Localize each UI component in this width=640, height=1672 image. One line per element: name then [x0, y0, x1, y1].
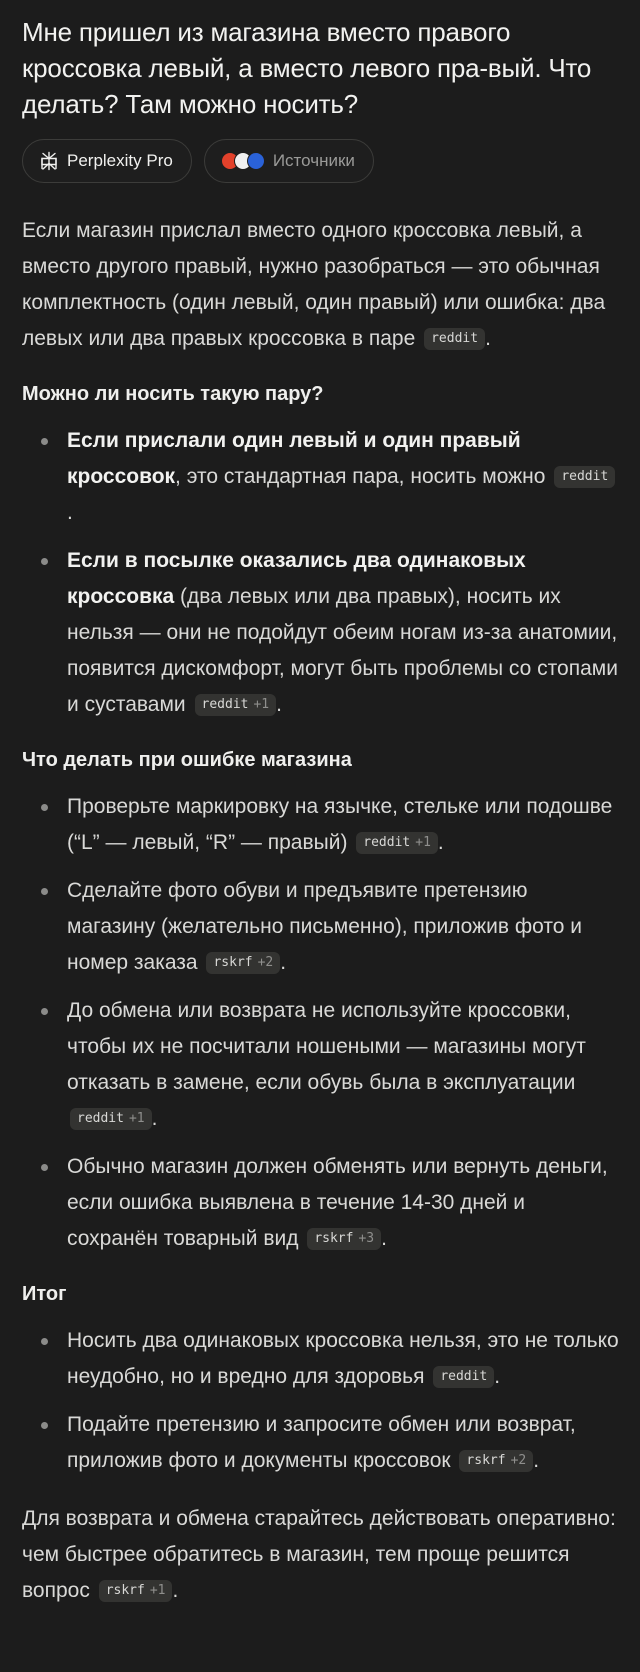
citation-badge[interactable]: rskrf +2 — [206, 952, 280, 974]
citation-badge[interactable]: rskrf +1 — [99, 1580, 173, 1602]
section-heading-summary: Итог — [22, 1283, 67, 1305]
citation-badge[interactable]: reddit +1 — [70, 1108, 152, 1130]
list-item: До обмена или возврата не используйте кроссовки, чтобы их не посчитали ношеными — магазины могут отказать в замене, если обувь была в эксплуатации reddit +1 . — [22, 993, 620, 1137]
citation-badge[interactable]: reddit — [433, 1366, 494, 1388]
citation-badge[interactable]: rskrf +3 — [307, 1228, 381, 1250]
citation-badge[interactable]: reddit — [554, 466, 615, 488]
sources-chip[interactable] — [204, 139, 374, 183]
outro-paragraph: Для возврата и обмена старайтесь действовать оперативно: чем быстрее обратитесь в магазин, тем проще решится вопрос rskrf +1 . — [22, 1507, 616, 1602]
list-what-to-do — [22, 789, 620, 1257]
source-favicon-icon — [247, 152, 265, 170]
list-item: Проверьте маркировку на язычке, стельке или подошве (“L” — левый, “R” — правый) reddit +1 . — [22, 789, 620, 861]
citation-badge[interactable]: reddit +1 — [356, 832, 438, 854]
list-item: Подайте претензию и запросите обмен или возврат, приложив фото и документы кроссовок rskrf +2 . — [22, 1407, 620, 1479]
intro-paragraph: Если магазин прислал вместо одного кроссовка левый, а вместо другого правый, нужно разобраться — это обычная комплектность (один левый, один правый) или ошибка: два левых или два правых кроссовка в паре reddit . — [22, 219, 606, 350]
citation-badge[interactable]: reddit +1 — [195, 694, 277, 716]
list-can-wear — [22, 423, 620, 723]
section-heading-can-wear: Можно ли носить такую пару? — [22, 383, 324, 405]
list-item: Сделайте фото обуви и предъявите претензию магазину (желательно письменно), приложив фото и номер заказа rskrf +2 . — [22, 873, 620, 981]
sources-label: Источники — [272, 151, 355, 170]
citation-badge[interactable]: rskrf +2 — [459, 1450, 533, 1472]
question-title: Мне пришел из магазина вместо правого кроссовка левый, а вместо левого пра-вый. Что делать? Там можно носить? — [22, 17, 592, 119]
list-item: Если прислали один левый и один правый кроссовок, это стандартная пара, носить можно reddit. — [22, 423, 620, 531]
source-favicons — [221, 152, 265, 170]
perplexity-logo-icon — [39, 151, 59, 171]
list-item: Носить два одинаковых кроссовка нельзя, это не только неудобно, но и вредно для здоровья reddit . — [22, 1323, 620, 1395]
list-item: Если в посылке оказались два одинаковых кроссовка (два левых или два правых), носить их нельзя — они не подойдут обеим ногам из-за анатомии, появится дискомфорт, могут быть проблемы со стопами и суставами reddit +1 . — [22, 543, 620, 723]
list-summary — [22, 1323, 620, 1479]
chip-row — [22, 139, 620, 183]
perplexity-pro-chip[interactable] — [22, 139, 192, 183]
intro-text: Если магазин прислал вместо одного кроссовка левый, а вместо другого правый, нужно разобраться — это обычная комплектность (один левый, один правый) или ошибка: два левых или два правых кроссовка в паре — [22, 219, 606, 350]
perplexity-pro-label: Perplexity Pro — [67, 151, 173, 170]
list-item: Обычно магазин должен обменять или вернуть деньги, если ошибка выявлена в течение 14-30 дней и сохранён товарный вид rskrf +3 . — [22, 1149, 620, 1257]
section-heading-what-to-do: Что делать при ошибке магазина — [22, 749, 352, 771]
citation-badge[interactable]: reddit — [424, 328, 485, 350]
